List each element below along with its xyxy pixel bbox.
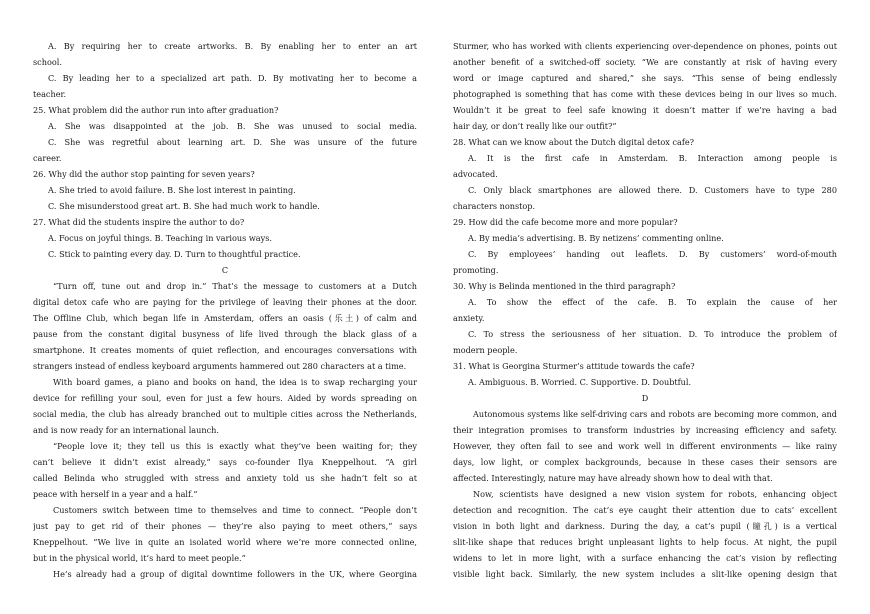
q28-option-d-wrap: characters nonstop. — [453, 201, 536, 211]
q30-option-d-wrap: modern people. — [453, 345, 518, 355]
passage-d-line: affected. Interestingly, nature may have already shown how to deal with that. — [453, 473, 773, 483]
passage-d-line: vision in both light and darkness. During the day, a cat’s pupil (瞳孔) is a vertical — [453, 521, 837, 531]
passage-c-line: and is now ready for an international launch. — [33, 425, 219, 435]
passage-d-line: visible light back. Similarly, the new system includes a slit-like opening design that — [453, 569, 837, 579]
section-d-heading: D — [641, 393, 649, 403]
passage-c-line: social media, the club has already branched out to multiple cities across the Netherlands, — [33, 409, 417, 419]
q28-option-ab: A. It is the first cafe in Amsterdam. B. Interaction among people is — [468, 153, 837, 163]
passage-c-line: just pay to get rid of their phones — they’re also paying to meet others,” says — [33, 521, 417, 531]
passage-d-line: Now, scientists have designed a new vision system for robots, enhancing object — [473, 489, 837, 499]
question-28: 28. What can we know about the Dutch digital detox cafe? — [453, 137, 694, 147]
passage-c-line: pause from the constant digital busyness of life lived through the black glass of a — [33, 329, 417, 339]
q24-option-ab: A. By requiring her to create artworks. B. By enabling her to enter an art — [48, 41, 417, 51]
question-26: 26. Why did the author stop painting for seven years? — [33, 169, 255, 179]
passage-c-line: Sturmer, who has worked with clients experiencing over-dependence on phones, points out — [453, 41, 837, 51]
passage-c-line: The Offline Club, which began life in Amsterdam, offers an oasis (乐土) of calm and — [33, 313, 417, 323]
passage-d-line: However, they often fail to see and work well in different environments — like rainy — [453, 441, 837, 451]
passage-d-line: days, low light, or complex backgrounds, because in these cases their sensors are — [453, 457, 837, 467]
q25-option-ab: A. She was disappointed at the job. B. She was unused to social media. — [48, 121, 417, 131]
section-c-heading: C — [221, 265, 229, 275]
q30-option-cd: C. To stress the seriousness of her situation. D. To introduce the problem of — [468, 329, 837, 339]
left-column — [33, 38, 417, 582]
q24-option-b-wrap: school. — [33, 57, 62, 67]
passage-c-line: photographed is something that has come with these devices being in our lives so much. — [453, 89, 837, 99]
passage-c-line: “Turn off, tune out and drop in.” That’s the message to customers at a Dutch — [53, 281, 417, 291]
q30-option-ab: A. To show the effect of the cafe. B. To explain the cause of her — [468, 297, 837, 307]
q29-option-d-wrap: promoting. — [453, 265, 499, 275]
passage-c-line: hair day, or don’t really like our outfit?” — [453, 121, 617, 131]
q26-option-cd: C. She misunderstood great art. B. She had much work to handle. — [48, 201, 320, 211]
passage-c-line: “People love it; they tell us this is exactly what they’ve been waiting for; they — [53, 441, 417, 451]
passage-c-line: Wouldn’t it be great to feel safe knowing it doesn’t matter if we’re having a bad — [453, 105, 837, 115]
q25-option-d-wrap: career. — [33, 153, 62, 163]
passage-c-line: can’t believe it didn’t exist already,” says co-founder Ilya Kneppelhout. “A girl — [33, 457, 417, 467]
question-29: 29. How did the cafe become more and more popular? — [453, 217, 678, 227]
passage-d-line: Autonomous systems like self-driving cars and robots are becoming more common, and — [473, 409, 837, 419]
passage-c-line: called Belinda who struggled with stress and anxiety told us she hadn’t felt so at — [33, 473, 417, 483]
passage-c-line: word or image captured and shared,” she says. “This sense of being endlessly — [453, 73, 837, 83]
q29-option-ab: A. By media’s advertising. B. By netizens’ commenting online. — [468, 233, 724, 243]
question-31: 31. What is Georgina Sturmer’s attitude towards the cafe? — [453, 361, 695, 371]
passage-d-line: their integration promises to transform industries by increasing efficiency and safety. — [453, 425, 837, 435]
question-25: 25. What problem did the author run into after graduation? — [33, 105, 279, 115]
question-30: 30. Why is Belinda mentioned in the third paragraph? — [453, 281, 676, 291]
q31-options: A. Ambiguous. B. Worried. C. Supportive. D. Doubtful. — [468, 377, 692, 387]
right-column — [453, 38, 837, 582]
q27-option-ab: A. Focus on joyful things. B. Teaching in various ways. — [48, 233, 272, 243]
passage-d-line: widens to let in more light, with a surface enhancing the cat’s vision by reflecting — [453, 553, 837, 563]
q30-option-b-wrap: anxiety. — [453, 313, 485, 323]
passage-c-line: digital detox cafe who are paying for the privilege of leaving their phones at the door. — [33, 297, 417, 307]
q25-option-cd: C. She was regretful about learning art. D. She was unsure of the future — [48, 137, 417, 147]
q29-option-cd: C. By employees’ handing out leaflets. D. By customers’ word-of-mouth — [468, 249, 837, 259]
question-27: 27. What did the students inspire the author to do? — [33, 217, 245, 227]
passage-c-line: but in the physical world, it’s hard to meet people.” — [33, 553, 246, 563]
passage-c-line: strangers instead of endless keyboard arguments hammered out 280 characters at a time. — [33, 361, 407, 371]
q26-option-ab: A. She tried to avoid failure. B. She lost interest in painting. — [48, 185, 296, 195]
passage-c-line: With board games, a piano and books on hand, the idea is to swap recharging your — [53, 377, 417, 387]
q24-option-d-wrap: teacher. — [33, 89, 67, 99]
passage-d-line: slit-like shape that reduces bright unpleasant lights to help focus. At night, the pupil — [453, 537, 837, 547]
passage-c-line: He’s already had a group of digital downtime followers in the UK, where Georgina — [53, 569, 417, 579]
q28-option-b-wrap: advocated. — [453, 169, 498, 179]
passage-c-line: another benefit of a switched-off society. “We are constantly at risk of having every — [453, 57, 837, 67]
passage-c-line: peace with herself in a year and a half.” — [33, 489, 198, 499]
q28-option-cd: C. Only black smartphones are allowed there. D. Customers have to type 280 — [468, 185, 837, 195]
q27-option-cd: C. Stick to painting every day. D. Turn to thoughtful practice. — [48, 249, 301, 259]
passage-d-line: detection and recognition. The cat’s eye caught their attention due to cats’ excellent — [453, 505, 837, 515]
passage-c-line: smartphone. It creates moments of quiet reflection, and encourages conversations with — [33, 345, 417, 355]
passage-c-line: device for refilling your soul, even for just a few hours. Aided by words spreading on — [33, 393, 417, 403]
q24-option-cd: C. By leading her to a specialized art path. D. By motivating her to become a — [48, 73, 417, 83]
passage-c-line: Customers switch between time to themselves and time to connect. “People don’t — [53, 505, 417, 515]
passage-c-line: Kneppelhout. “We live in quite an isolated world where we’re more connected online, — [33, 537, 417, 547]
